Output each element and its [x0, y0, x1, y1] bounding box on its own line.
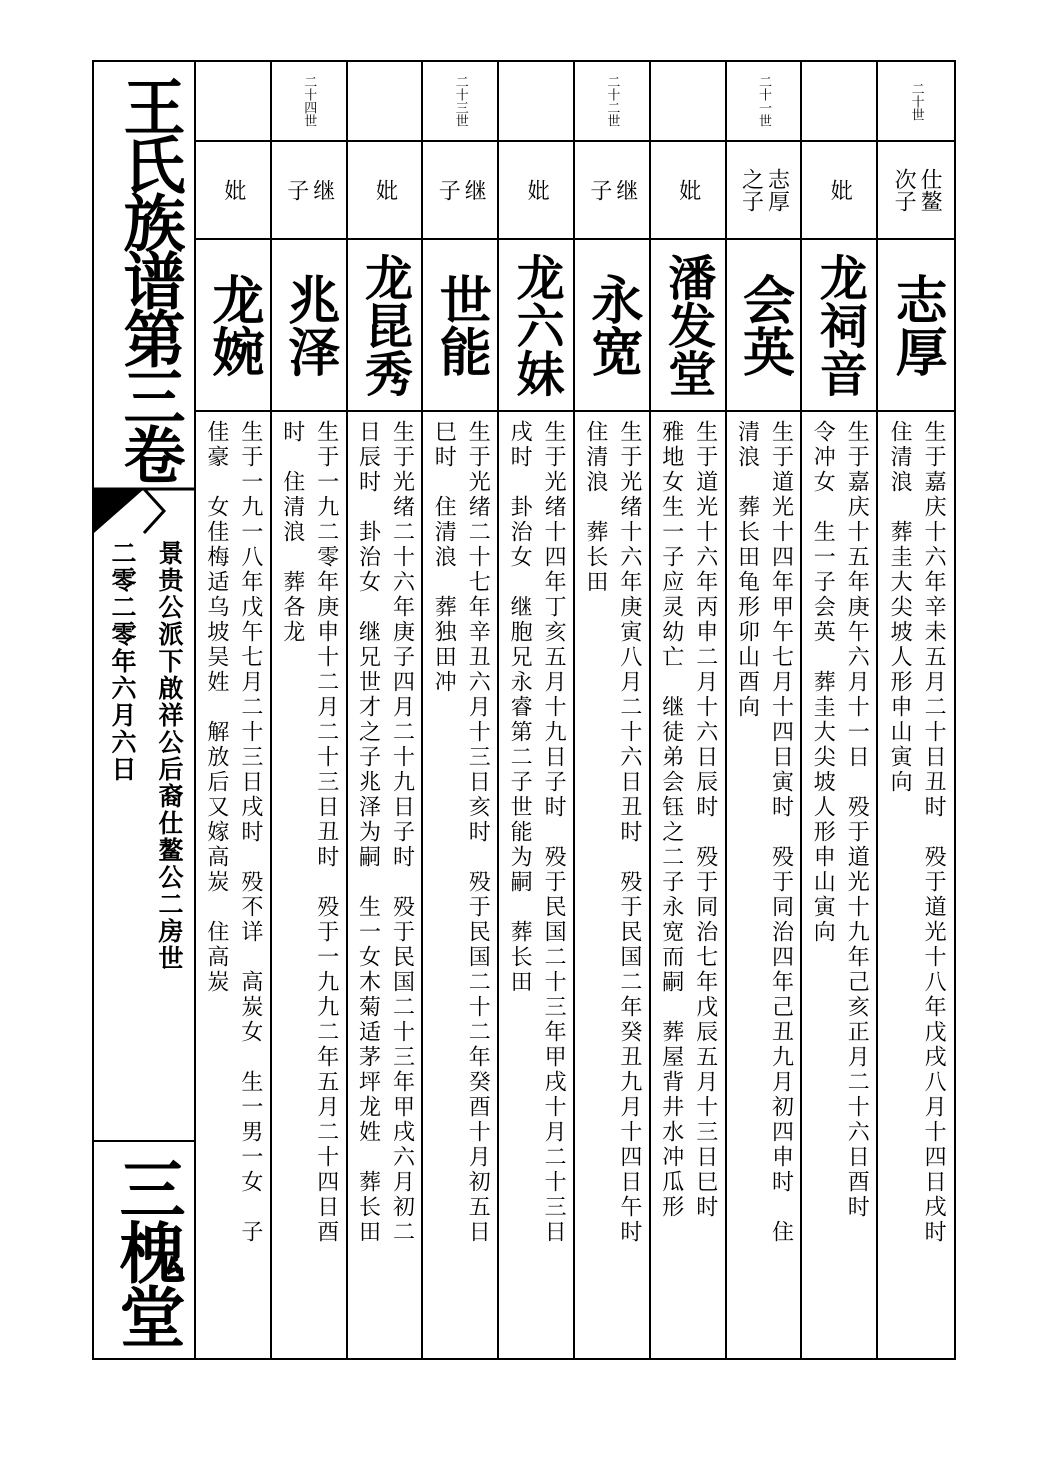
person-name: 潘发堂	[659, 253, 716, 397]
fish-tail-ornament	[94, 487, 194, 535]
divider	[94, 1140, 194, 1142]
person-column	[802, 62, 878, 1358]
generation-label: 二十一世	[756, 75, 771, 127]
biography-cell	[575, 420, 649, 1350]
relation-label: 妣	[827, 179, 853, 201]
biography-cell	[651, 420, 725, 1350]
biography-cell	[272, 420, 346, 1350]
biography-text: 生于嘉庆十五年庚午六月十一日 殁于道光十九年己亥正月二十六日酉时 令冲女 生一子会英 葬圭大尖坡人形申山寅向	[810, 420, 870, 1220]
biography-text: 生于道光十六年丙申二月十六日辰时 殁于同治七年戊辰五月十三日巳时 雅地女生一子应灵幼亡 继徒弟会钰之二子永宽而嗣 葬屋背井水冲瓜形	[658, 420, 718, 1220]
person-column	[348, 62, 424, 1358]
biography-text: 生于道光十四年甲午七月十四日寅时 殁于同治四年己丑九月初四申时 住 清浪 葬长田龟形卯山酉向	[734, 420, 794, 1245]
generation-label: 二十二世	[604, 75, 620, 127]
generation-label	[802, 62, 876, 140]
biography-text: 生于光绪十四年丁亥五月十九日子时 殁于民国二十三年甲戌十月二十三日 戌时 卦治女 继胞兄永睿第二子世能为嗣 葬长田	[507, 420, 567, 1245]
biography-cell	[499, 420, 573, 1350]
person-column	[272, 62, 348, 1358]
person-column	[575, 62, 651, 1358]
generation-label	[651, 62, 725, 140]
relation-label: 妣	[524, 179, 550, 201]
genealogy-page	[92, 60, 956, 1360]
generation-label: 二十世	[908, 81, 924, 121]
biography-text: 生于一九二零年庚申十二月二十三日丑时 殁于一九九二年五月二十四日酉 时 住清浪 葬各龙	[279, 420, 339, 1245]
person-name: 志厚	[886, 273, 947, 377]
biography-cell	[348, 420, 422, 1350]
biography-cell	[878, 420, 954, 1350]
relation-label: 妣	[220, 179, 246, 201]
person-name: 永宽	[581, 273, 642, 377]
volume-title: 王氏族谱第三卷	[113, 74, 186, 481]
relation-label: 继 子	[435, 179, 487, 201]
relation-label: 妣	[675, 179, 701, 201]
person-name: 会英	[733, 273, 794, 377]
person-name: 龙昆秀	[356, 253, 413, 397]
person-column	[499, 62, 575, 1358]
person-column	[196, 62, 272, 1358]
biography-text: 生于光绪二十六年庚子四月二十九日子时 殁于民国二十三年甲戌六月初二 日辰时 卦治女 继兄世才之子兆泽为嗣 生一女木菊适茅坪龙姓 葬长田	[355, 420, 415, 1245]
hall-name: 三槐堂	[108, 1154, 185, 1347]
person-column	[651, 62, 727, 1358]
person-name: 龙婉	[202, 273, 263, 377]
left-panel	[94, 62, 196, 1358]
person-name: 龙祠音	[811, 253, 868, 397]
generation-label	[499, 62, 573, 140]
biography-text: 生于一九一八年戊午七月二十三日戌时 殁不详 高炭女 生一男一女 子 佳豪 女佳梅适乌坡吴姓 解放后又嫁高炭 住高炭	[203, 420, 263, 1245]
biography-text: 生于光绪十六年庚寅八月二十六日丑时 殁于民国二年癸丑九月十四日午时 住清浪 葬长田	[582, 420, 642, 1245]
biography-text: 生于嘉庆十六年辛未五月二十日丑时 殁于道光十八年戊戌八月十四日戌时 住清浪 葬圭大尖坡人形申山寅向	[887, 420, 947, 1245]
generation-label: 二十三世	[452, 75, 468, 127]
biography-cell	[802, 420, 876, 1350]
relation-label: 继 子	[283, 179, 335, 201]
relation-label: 妣	[372, 179, 398, 201]
date-text: 二零二零年六月六日	[108, 540, 137, 783]
person-name: 龙六妹	[508, 253, 565, 397]
biography-cell	[196, 420, 270, 1350]
person-column	[727, 62, 803, 1358]
person-column	[423, 62, 499, 1358]
person-name: 世能	[430, 273, 491, 377]
person-name: 兆泽	[278, 273, 339, 377]
biography-cell	[423, 420, 497, 1350]
lineage-text: 景贵公派下啟祥公后裔仕鳌公二房世	[155, 540, 184, 972]
generation-label	[348, 62, 422, 140]
biography-cell	[727, 420, 801, 1350]
relation-label: 继 子	[586, 179, 638, 201]
person-column	[878, 62, 954, 1358]
generation-label	[196, 62, 270, 140]
genealogy-grid	[196, 62, 954, 1358]
biography-text: 生于光绪二十七年辛丑六月十三日亥时 殁于民国二十二年癸酉十月初五日 巳时 住清浪 葬独田冲	[431, 420, 491, 1245]
relation-label: 仕鳌 次子	[891, 168, 943, 212]
generation-label: 二十四世	[301, 75, 317, 127]
relation-label: 志厚 之子	[738, 168, 790, 212]
